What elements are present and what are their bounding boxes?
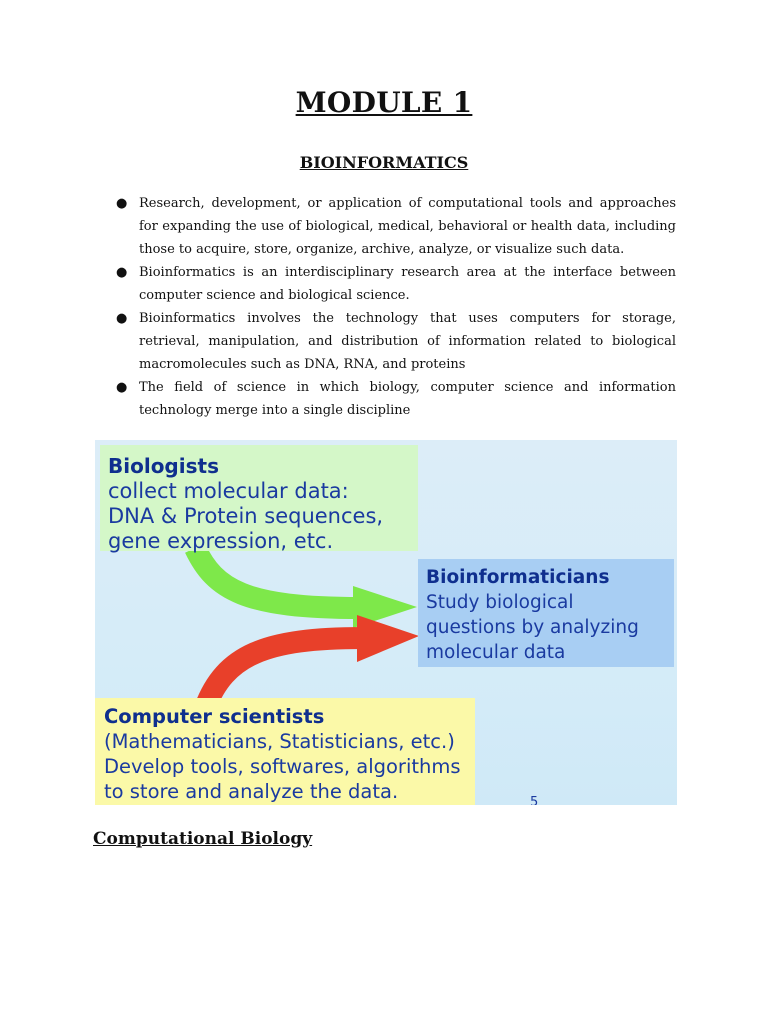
bioinformaticians-line: Study biological [426,592,574,613]
computer-scientists-box [95,698,475,805]
slide-number: 5 [530,795,539,805]
computer-scientists-heading: Computer scientists [104,705,325,728]
list-item [116,376,676,422]
page-title: MODULE 1 [295,86,473,119]
list-item [116,307,676,376]
section-heading: Computational Biology [93,829,313,849]
list-item [116,192,676,261]
bullet-list [116,192,676,422]
biologists-box [100,445,418,551]
list-item [116,261,676,307]
section-subtitle: BIOINFORMATICS [299,153,469,172]
bullet-icon: ● [116,265,128,280]
bioinformaticians-line: questions by analyzing [426,617,639,638]
bioinformatics-diagram-image [95,440,677,805]
bullet-text: Bioinformatics is an interdisciplinary research area at the interface between computer science and biological science. [139,265,676,303]
computer-scientists-line: Develop tools, softwares, algorithms [104,755,461,778]
bioinformaticians-line: molecular data [426,642,566,663]
biologists-line: collect molecular data: [108,479,349,503]
bullet-icon: ● [116,196,128,211]
computer-scientists-line: to store and analyze the data. [104,780,399,803]
bioinformaticians-box [418,559,674,667]
bullet-icon: ● [116,311,128,326]
bullet-text: The field of science in which biology, computer science and information technology merge into a single discipline [139,380,676,418]
bullet-text: Bioinformatics involves the technology that uses computers for storage, retrieval, manipulation, and distribution of information related to biological macromolecules such as DNA, RNA, and proteins [139,311,676,372]
bullet-icon: ● [116,380,128,395]
biologists-heading: Biologists [108,454,219,478]
computer-scientists-line: (Mathematicians, Statisticians, etc.) [104,730,455,753]
bioinformaticians-heading: Bioinformaticians [426,567,610,588]
green-arrow-icon [195,548,360,608]
bullet-text: Research, development, or application of computational tools and approaches for expanding the use of biological, medical, behavioral or health data, including those to acquire, store, organize, archive, analyze, or visualize such data. [139,196,676,257]
red-arrowhead-icon [357,615,419,662]
biologists-line: DNA & Protein sequences, [108,504,384,528]
biologists-line: gene expression, etc. [108,529,334,553]
